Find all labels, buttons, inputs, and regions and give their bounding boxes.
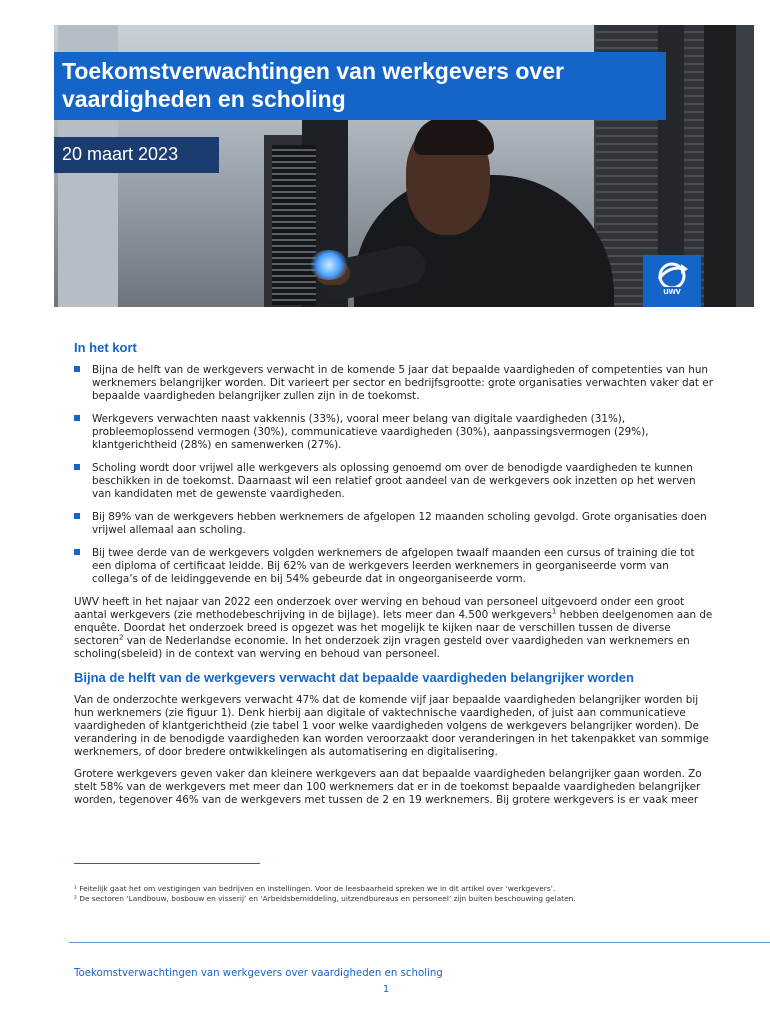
summary-bullet-text: Werkgevers verwachten naast vakkennis (33%), vooral meer belang van digitale vaardigheden (31%), probleemoplossend vermogen (30%), communicatieve vaardigheden (30%), aanpassingsvermogen (29%), klantgerichtheid (28%) en samenwerken (27%). [92, 413, 649, 451]
intro-text: UWV heeft in het najaar van 2022 een onderzoek over werving en behoud van personeel uitgevoerd onder een groot aantal werkgevers (zie methodebeschrijving in de bijlage). Iets meer dan 4.500 werkgevers [74, 596, 685, 621]
summary-bullet [74, 413, 714, 452]
server-rack [704, 25, 736, 307]
footer-title: Toekomstverwachtingen van werkgevers over vaardigheden en scholing [74, 968, 443, 979]
uwv-logo-text: uwv [663, 286, 681, 296]
bullet-square-icon [74, 464, 80, 470]
bullet-square-icon [74, 549, 80, 555]
uwv-logo [643, 255, 701, 307]
footnote-divider [74, 863, 260, 864]
summary-bullet [74, 462, 714, 501]
patch-panel [272, 145, 316, 305]
summary-bullet-text: Scholing wordt door vrijwel alle werkgevers als oplossing genoemd om over de benodigde vaardigheden te kunnen beschikken in de toekomst. Daarnaast wil een relatief groot aandeel van de werkgevers ook inzetten op het werven van kandidaten met de gewenste vaardigheden. [92, 462, 696, 500]
section-heading: Bijna de helft van de werkgevers verwacht dat bepaalde vaardigheden belangrijker worden [74, 670, 634, 685]
footer-divider [69, 942, 770, 943]
section-paragraph: Grotere werkgevers geven vaker dan kleinere werkgevers aan dat bepaalde vaardigheden belangrijker gaan worden. Zo stelt 58% van de werkgevers met meer dan 100 werknemers dat er in de toekomst bepaalde vaardigheden belangrijker worden, tegenover 46% van de werkgevers met tussen de 2 en 19 werknemers. Bij grotere werkgevers is er vaak meer [74, 768, 702, 806]
summary-bullet-text: Bij twee derde van de werkgevers volgden werknemers de afgelopen twaalf maanden een cursus of training die tot een diploma of certificaat leidde. Bij 62% van de werkgevers leerden werknemers in georganiseerde vorm van collega’s of de leidinggevende en bij 54% gebeurde dat in ongeorganiseerde vorm. [92, 547, 695, 585]
uwv-arrow-icon [651, 261, 693, 287]
intro-text: hebben deelgenomen aan de enquête. Doordat het onderzoek breed is opgezet was het mogelijk te kijken naar de verschillen tussen de diverse sectoren [74, 609, 713, 647]
bullet-square-icon [74, 415, 80, 421]
section-paragraph: Van de onderzochte werkgevers verwacht 47% dat de komende vijf jaar bepaalde vaardigheden belangrijker worden bij hun werknemers (zie figuur 1). Denk hierbij aan digitale of vaktechnische vaardigheden, of juist aan communicatieve vaardigheden of klantgerichtheid (zie tabel 1 voor welke vaardigheden volgens de werkgevers belangrijker worden). De verandering in de benodigde vaardigheden kan worden veroorzaakt door veranderingen in het takenpakket van sommige werknemers, of door bredere ontwikkelingen als automatisering en digitalisering. [74, 694, 709, 758]
footnote: ¹ Feitelijk gaat het om vestigingen van bedrijven en instellingen. Voor de leesbaarheid spreken we in dit artikel over ‘werkgevers’. [74, 884, 556, 893]
article-body [74, 340, 714, 816]
footnote-ref[interactable]: 1 [551, 607, 557, 616]
intro-paragraph [74, 596, 714, 661]
summary-bullet-text: Bijna de helft van de werkgevers verwacht in de komende 5 jaar dat bepaalde vaardigheden of competenties van hun werknemers belangrijker worden. Dit varieert per sector en bedrijfsgrootte: grote organisaties verwachten vaker dat er bepaalde vaardigheden belangrijker zullen zijn in de toekomst. [92, 364, 713, 402]
summary-bullet [74, 511, 714, 537]
bullet-square-icon [74, 513, 80, 519]
date-banner [54, 137, 219, 173]
bullet-square-icon [74, 366, 80, 372]
page-number: 1 [382, 984, 390, 995]
summary-heading: In het kort [74, 340, 137, 355]
publication-date: 20 maart 2023 [62, 144, 179, 164]
summary-bullet [74, 364, 714, 403]
footnote-ref[interactable]: 2 [118, 633, 124, 642]
title-banner [54, 52, 666, 120]
summary-bullet [74, 547, 714, 586]
page-title: Toekomstverwachtingen van werkgevers over vaardigheden en scholing [62, 58, 564, 112]
footnotes [74, 884, 714, 904]
summary-list [74, 364, 714, 586]
intro-text: van de Nederlandse economie. In het onderzoek zijn vragen gesteld over vaardigheden van werknemers en scholing(sbeleid) in de context van werving en behoud van personeel. [74, 635, 690, 660]
light-glow [309, 250, 349, 280]
person-hair [414, 117, 494, 155]
footnote: ² De sectoren ‘Landbouw, bosbouw en visserij’ en ‘Arbeidsbemiddeling, uitzendbureaus en personeel’ zijn buiten beschouwing gelaten. [74, 894, 576, 903]
summary-bullet-text: Bij 89% van de werkgevers hebben werknemers de afgelopen 12 maanden scholing gevolgd. Grote organisaties doen vrijwel allemaal aan scholing. [92, 511, 707, 536]
